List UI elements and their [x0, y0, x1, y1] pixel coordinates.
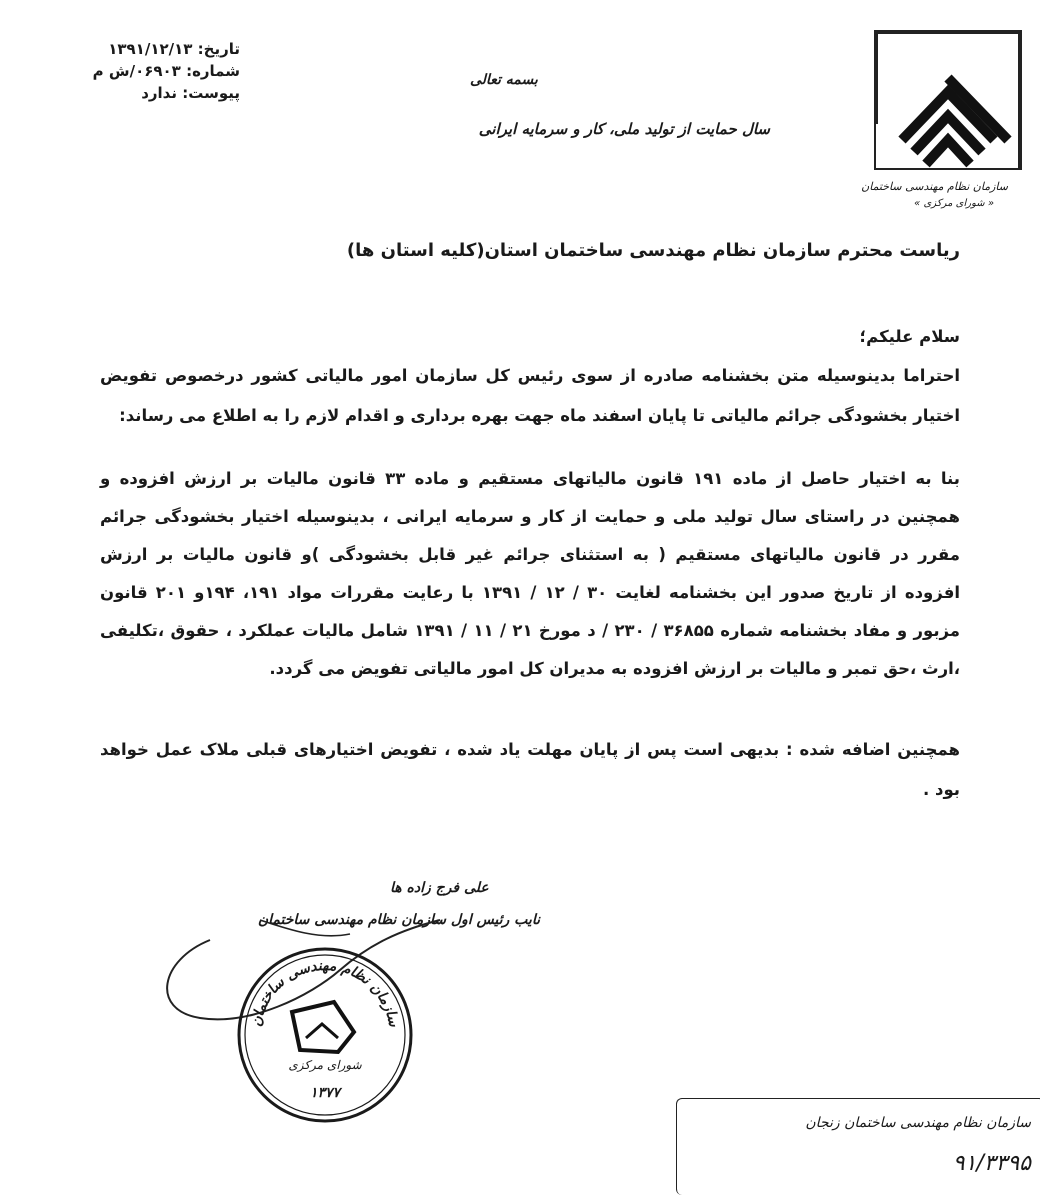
year-slogan: سال حمایت از تولید ملی، کار و سرمایه ایرانی: [478, 120, 770, 138]
letter-attachment: پیوست: ندارد: [141, 84, 240, 102]
stamp-year: ۱۳۷۷: [309, 1085, 341, 1101]
letter-greeting: سلام علیکم؛: [859, 327, 960, 346]
letter-number: شماره: ۰۶۹۰۳/ش م: [92, 62, 240, 80]
logo-council: « شورای مرکزی »: [914, 198, 994, 209]
bismillah: بسمه تعالی: [470, 72, 538, 88]
letter-date: تاریخ: ۱۳۹۱/۱۲/۱۳: [108, 40, 240, 58]
stamp-council: شورای مرکزی: [288, 1058, 362, 1072]
letter-recipient: ریاست محترم سازمان نظام مهندسی ساختمان استان(کلیه استان ها): [346, 240, 960, 261]
registry-stamp: [676, 1098, 1040, 1195]
signatory-name: علی فرج زاده ها: [390, 880, 489, 896]
registry-number: ۹۱/۳۳۹۵: [952, 1151, 1031, 1176]
letter-paragraph-2: بنا به اختیار حاصل از ماده ۱۹۱ قانون مالیاتهای مستقیم و ماده ۳۳ قانون مالیات بر ارزش افزوده و همچنین در راستای سال تولید ملی و حمایت از کار و سرمایه ایرانی ، بدینوسیله اختیار بخشودگی جرائم مقرر در قانون مالیاتهای مستقیم ( به استثنای جرائم غیر قابل بخشودگی )و قانون مالیات بر ارزش افزوده از تاریخ صدور این بخشنامه لغایت ۳۰ / ۱۲ / ۱۳۹۱ با رعایت مقررات مواد ۱۹۱، ۱۹۴و ۲۰۱ قانون مزبور و مفاد بخشنامه شماره ۳۶۸۵۵ / ۲۳۰ / د مورخ ۲۱ / ۱۱ / ۱۳۹۱ شامل مالیات عملکرد ، حقوق ،تکلیفی ،ارث ،حق تمبر و مالیات بر ارزش افزوده به مدیران کل امور مالیاتی تفویض می گردد.: [100, 469, 961, 678]
logo-org-name: سازمان نظام مهندسی ساختمان: [861, 180, 1008, 193]
org-logo: [861, 28, 1028, 209]
letter-paragraph-1: احتراما بدینوسیله متن بخشنامه صادره از سوی رئیس کل سازمان امور مالیاتی کشور درخصوص تفویض اختیار بخشودگی جرائم مالیاتی تا پایان اسفند ماه جهت بهره برداری و اقدام لازم را به اطلاع می رساند:: [100, 366, 960, 425]
stamp-org-text: سازمان نظام مهندسی ساختمان: [248, 957, 402, 1029]
signatory-title: نایب رئیس اول سازمان نظام مهندسی ساختمان: [257, 912, 540, 928]
registry-org: سازمان نظام مهندسی ساختمان زنجان: [805, 1115, 1031, 1131]
letter-paragraph-3: همچنین اضافه شده : بدیهی است پس از پایان مهلت یاد شده ، تفویض اختیارهای قبلی ملاک عمل خواهد بود .: [100, 740, 960, 799]
stamp-seal-icon: [230, 940, 420, 1130]
letter-meta: [60, 38, 240, 104]
org-logo-icon: [868, 28, 1028, 178]
official-stamp: [230, 940, 420, 1130]
